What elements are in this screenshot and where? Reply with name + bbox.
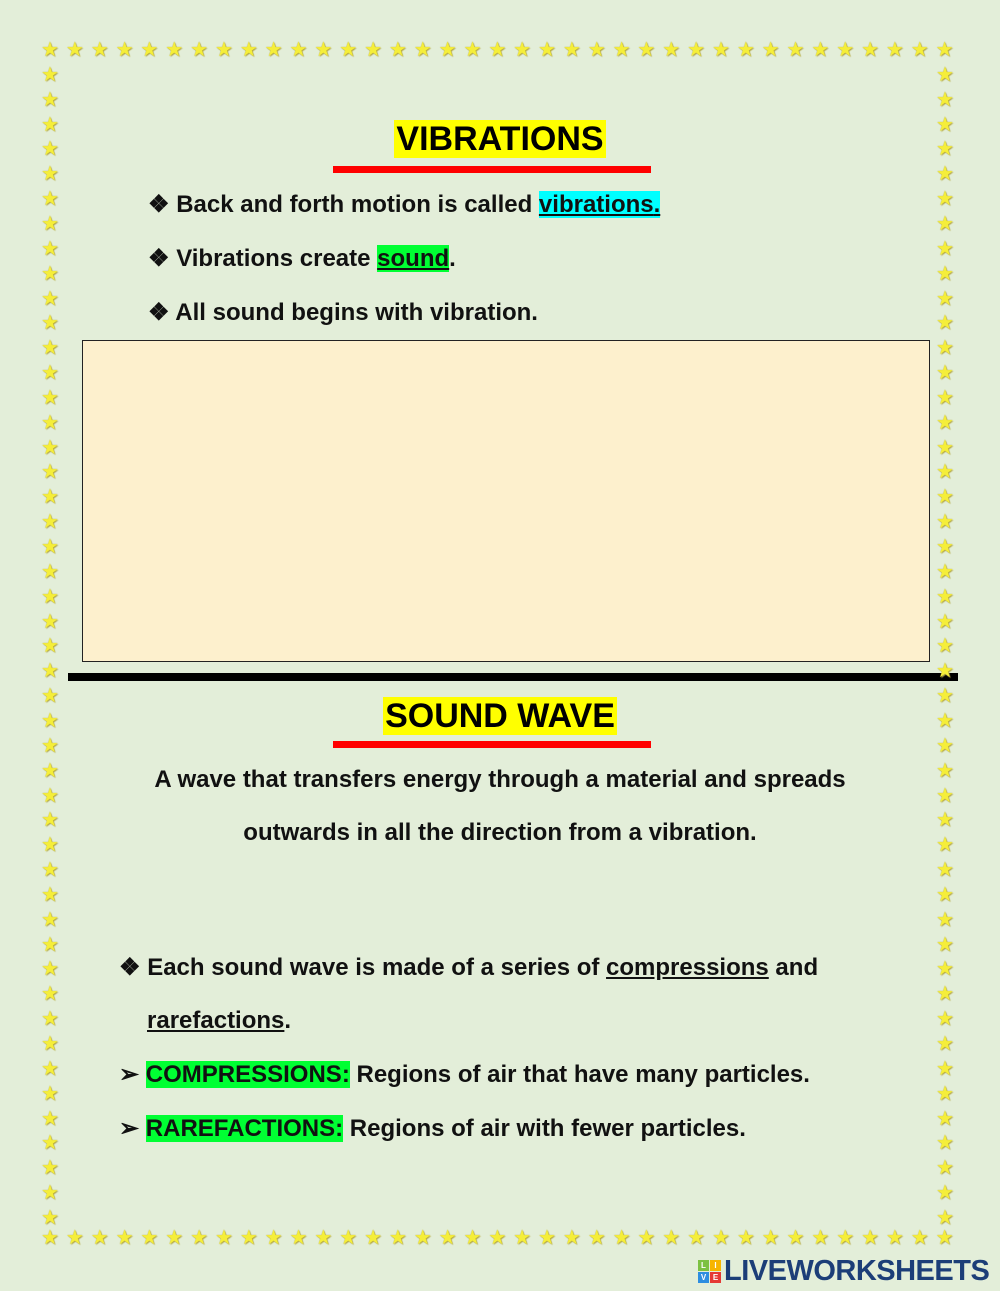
star-icon: ★ bbox=[936, 983, 954, 1006]
star-icon: ★ bbox=[190, 1227, 209, 1249]
star-icon: ★ bbox=[314, 1227, 333, 1249]
star-icon: ★ bbox=[463, 1227, 482, 1249]
vibrations-title: VIBRATIONS bbox=[396, 120, 604, 158]
star-icon: ★ bbox=[41, 1227, 59, 1249]
star-icon: ★ bbox=[936, 436, 954, 459]
star-icon: ★ bbox=[936, 88, 954, 111]
star-icon: ★ bbox=[41, 113, 59, 136]
star-icon: ★ bbox=[214, 39, 233, 61]
star-icon: ★ bbox=[41, 138, 59, 161]
arrow-bullet-icon: ➢ bbox=[119, 1061, 140, 1088]
star-icon: ★ bbox=[786, 1227, 805, 1249]
star-icon: ★ bbox=[214, 1227, 233, 1249]
star-icon: ★ bbox=[662, 1227, 681, 1249]
star-icon: ★ bbox=[41, 1057, 59, 1080]
star-icon: ★ bbox=[463, 39, 482, 61]
star-icon: ★ bbox=[538, 39, 556, 61]
liveworksheets-logo: L I V E LIVEWORKSHEETS bbox=[698, 1255, 989, 1288]
star-icon: ★ bbox=[936, 1057, 954, 1080]
star-icon: ★ bbox=[936, 1206, 954, 1229]
star-icon: ★ bbox=[41, 983, 59, 1006]
star-icon: ★ bbox=[936, 113, 954, 136]
star-icon: ★ bbox=[165, 1227, 184, 1249]
star-icon: ★ bbox=[936, 237, 954, 260]
star-icon: ★ bbox=[936, 859, 954, 882]
star-icon: ★ bbox=[637, 39, 656, 61]
star-icon: ★ bbox=[41, 212, 59, 235]
star-icon: ★ bbox=[836, 1227, 855, 1249]
star-icon: ★ bbox=[41, 958, 59, 981]
star-icon: ★ bbox=[264, 39, 283, 61]
star-icon: ★ bbox=[936, 610, 954, 633]
star-icon: ★ bbox=[41, 1206, 59, 1229]
star-icon: ★ bbox=[364, 39, 383, 61]
star-icon: ★ bbox=[936, 1182, 954, 1205]
star-icon: ★ bbox=[662, 39, 681, 61]
bullet-vibrations-sound: ❖ Vibrations create sound. bbox=[148, 245, 456, 272]
star-icon: ★ bbox=[711, 1227, 730, 1249]
star-icon: ★ bbox=[41, 312, 59, 335]
star-icon: ★ bbox=[637, 1227, 656, 1249]
star-icon: ★ bbox=[836, 39, 855, 61]
star-icon: ★ bbox=[239, 39, 258, 61]
star-icon: ★ bbox=[388, 1227, 407, 1249]
term-rarefactions: ➢ RAREFACTIONS: Regions of air with fewer particles. bbox=[119, 1115, 746, 1142]
star-icon: ★ bbox=[41, 685, 59, 708]
star-icon: ★ bbox=[115, 39, 134, 61]
star-icon: ★ bbox=[562, 39, 581, 61]
star-icon: ★ bbox=[935, 39, 954, 61]
star-icon: ★ bbox=[936, 908, 954, 931]
star-icon: ★ bbox=[165, 39, 184, 61]
star-icon: ★ bbox=[41, 933, 59, 956]
star-icon: ★ bbox=[41, 709, 59, 732]
star-icon: ★ bbox=[587, 39, 606, 61]
star-icon: ★ bbox=[936, 212, 954, 235]
star-icon: ★ bbox=[314, 39, 333, 61]
star-icon: ★ bbox=[41, 536, 59, 558]
star-icon: ★ bbox=[364, 1227, 383, 1249]
star-icon: ★ bbox=[711, 39, 730, 61]
star-icon: ★ bbox=[936, 511, 954, 534]
star-icon: ★ bbox=[936, 312, 954, 335]
star-icon: ★ bbox=[65, 1227, 84, 1249]
star-icon: ★ bbox=[736, 39, 755, 61]
sound-wave-title: SOUND WAVE bbox=[385, 697, 615, 735]
star-icon: ★ bbox=[41, 560, 59, 583]
star-icon: ★ bbox=[936, 486, 954, 509]
star-icon: ★ bbox=[41, 362, 59, 385]
star-icon: ★ bbox=[910, 39, 929, 61]
star-icon: ★ bbox=[41, 1157, 59, 1180]
star-icon: ★ bbox=[936, 585, 954, 608]
star-icon: ★ bbox=[936, 337, 954, 360]
star-icon: ★ bbox=[936, 784, 954, 807]
star-icon: ★ bbox=[587, 1227, 606, 1249]
title-underline-bar bbox=[333, 741, 651, 748]
star-icon: ★ bbox=[936, 709, 954, 732]
star-icon: ★ bbox=[41, 610, 59, 633]
diamond-bullet-icon: ❖ bbox=[148, 245, 170, 272]
star-icon: ★ bbox=[488, 1227, 507, 1249]
star-icon: ★ bbox=[41, 908, 59, 931]
star-icon: ★ bbox=[41, 859, 59, 882]
star-icon: ★ bbox=[41, 337, 59, 360]
star-icon: ★ bbox=[289, 1227, 308, 1249]
star-icon: ★ bbox=[936, 362, 954, 385]
bullet-vibrations-definition: ❖ Back and forth motion is called vibrations. bbox=[148, 191, 661, 218]
star-icon: ★ bbox=[936, 461, 954, 484]
star-icon: ★ bbox=[90, 1227, 109, 1249]
star-icon: ★ bbox=[936, 188, 954, 211]
star-icon: ★ bbox=[612, 1227, 631, 1249]
star-icon: ★ bbox=[612, 39, 631, 61]
star-icon: ★ bbox=[41, 262, 59, 285]
star-icon: ★ bbox=[41, 386, 59, 409]
star-icon: ★ bbox=[935, 1227, 954, 1249]
star-icon: ★ bbox=[41, 635, 59, 658]
term-compressions: ➢ COMPRESSIONS: Regions of air that have many particles. bbox=[119, 1061, 810, 1088]
star-icon: ★ bbox=[41, 511, 59, 534]
star-icon: ★ bbox=[140, 39, 159, 61]
diamond-bullet-icon: ❖ bbox=[148, 191, 170, 218]
logo-tiles-icon: L I V E bbox=[698, 1260, 721, 1283]
star-icon: ★ bbox=[41, 88, 59, 111]
star-icon: ★ bbox=[41, 163, 59, 186]
star-icon: ★ bbox=[41, 809, 59, 832]
star-icon: ★ bbox=[41, 486, 59, 509]
star-icon: ★ bbox=[936, 660, 954, 683]
star-icon: ★ bbox=[936, 262, 954, 285]
star-icon: ★ bbox=[936, 1157, 954, 1180]
star-icon: ★ bbox=[936, 933, 954, 956]
star-icon: ★ bbox=[41, 734, 59, 757]
bullet-sound-wave-series: ❖ Each sound wave is made of a series of compressions and bbox=[119, 954, 819, 981]
star-icon: ★ bbox=[264, 1227, 283, 1249]
star-icon: ★ bbox=[936, 734, 954, 757]
star-icon: ★ bbox=[910, 1227, 929, 1249]
star-icon: ★ bbox=[736, 1227, 755, 1249]
star-icon: ★ bbox=[936, 63, 954, 86]
star-icon: ★ bbox=[41, 1132, 59, 1155]
star-icon: ★ bbox=[936, 560, 954, 583]
star-icon: ★ bbox=[885, 1227, 904, 1249]
star-icon: ★ bbox=[936, 958, 954, 981]
star-icon: ★ bbox=[936, 138, 954, 161]
star-icon: ★ bbox=[936, 1033, 954, 1055]
star-icon: ★ bbox=[388, 39, 407, 61]
bullet-sound-begins: ❖ All sound begins with vibration. bbox=[148, 299, 538, 326]
star-icon: ★ bbox=[811, 39, 830, 61]
star-icon: ★ bbox=[41, 461, 59, 484]
star-icon: ★ bbox=[90, 39, 109, 61]
star-icon: ★ bbox=[140, 1227, 159, 1249]
star-icon: ★ bbox=[811, 1227, 830, 1249]
star-icon: ★ bbox=[41, 1182, 59, 1205]
star-icon: ★ bbox=[41, 660, 59, 683]
star-icon: ★ bbox=[936, 685, 954, 708]
star-icon: ★ bbox=[936, 386, 954, 409]
star-icon: ★ bbox=[65, 39, 84, 61]
star-icon: ★ bbox=[41, 1082, 59, 1105]
star-icon: ★ bbox=[936, 1107, 954, 1130]
star-icon: ★ bbox=[413, 39, 432, 61]
star-icon: ★ bbox=[936, 411, 954, 434]
star-icon: ★ bbox=[41, 287, 59, 310]
star-icon: ★ bbox=[936, 1008, 954, 1031]
star-icon: ★ bbox=[687, 39, 706, 61]
definition-line-1: A wave that transfers energy through a material and spreads bbox=[154, 766, 846, 793]
star-icon: ★ bbox=[41, 188, 59, 211]
star-icon: ★ bbox=[538, 1227, 556, 1249]
star-icon: ★ bbox=[41, 1033, 59, 1055]
star-icon: ★ bbox=[41, 834, 59, 857]
star-icon: ★ bbox=[41, 585, 59, 608]
star-icon: ★ bbox=[239, 1227, 258, 1249]
star-icon: ★ bbox=[115, 1227, 134, 1249]
title-underline-bar bbox=[333, 166, 651, 173]
star-icon: ★ bbox=[687, 1227, 706, 1249]
bullet-sound-wave-series-cont: rarefactions. bbox=[147, 1007, 292, 1034]
star-icon: ★ bbox=[861, 1227, 880, 1249]
star-icon: ★ bbox=[41, 411, 59, 434]
star-icon: ★ bbox=[190, 39, 209, 61]
star-icon: ★ bbox=[41, 1107, 59, 1130]
star-icon: ★ bbox=[562, 1227, 581, 1249]
star-icon: ★ bbox=[513, 1227, 532, 1249]
arrow-bullet-icon: ➢ bbox=[119, 1115, 140, 1142]
star-icon: ★ bbox=[41, 237, 59, 260]
star-icon: ★ bbox=[936, 635, 954, 658]
star-icon: ★ bbox=[41, 436, 59, 459]
star-icon: ★ bbox=[513, 39, 532, 61]
star-icon: ★ bbox=[936, 834, 954, 857]
definition-line-2: outwards in all the direction from a vibration. bbox=[243, 819, 757, 846]
star-icon: ★ bbox=[861, 39, 880, 61]
star-icon: ★ bbox=[41, 1008, 59, 1031]
star-icon: ★ bbox=[41, 759, 59, 782]
diamond-bullet-icon: ❖ bbox=[119, 954, 141, 981]
star-icon: ★ bbox=[936, 883, 954, 906]
star-icon: ★ bbox=[936, 759, 954, 782]
star-icon: ★ bbox=[936, 809, 954, 832]
star-icon: ★ bbox=[885, 39, 904, 61]
star-icon: ★ bbox=[936, 1132, 954, 1155]
star-icon: ★ bbox=[761, 1227, 780, 1249]
star-icon: ★ bbox=[41, 784, 59, 807]
star-icon: ★ bbox=[41, 39, 59, 61]
star-icon: ★ bbox=[41, 883, 59, 906]
star-icon: ★ bbox=[761, 39, 780, 61]
image-placeholder-box bbox=[82, 340, 930, 662]
star-icon: ★ bbox=[488, 39, 507, 61]
star-icon: ★ bbox=[339, 1227, 358, 1249]
diamond-bullet-icon: ❖ bbox=[148, 299, 170, 326]
star-icon: ★ bbox=[786, 39, 805, 61]
star-icon: ★ bbox=[413, 1227, 432, 1249]
star-icon: ★ bbox=[41, 63, 59, 86]
section-divider bbox=[68, 673, 958, 681]
star-icon: ★ bbox=[339, 39, 358, 61]
star-icon: ★ bbox=[289, 39, 308, 61]
star-icon: ★ bbox=[936, 163, 954, 186]
star-icon: ★ bbox=[936, 536, 954, 558]
star-icon: ★ bbox=[936, 1082, 954, 1105]
star-icon: ★ bbox=[438, 39, 457, 61]
star-icon: ★ bbox=[936, 287, 954, 310]
star-icon: ★ bbox=[438, 1227, 457, 1249]
